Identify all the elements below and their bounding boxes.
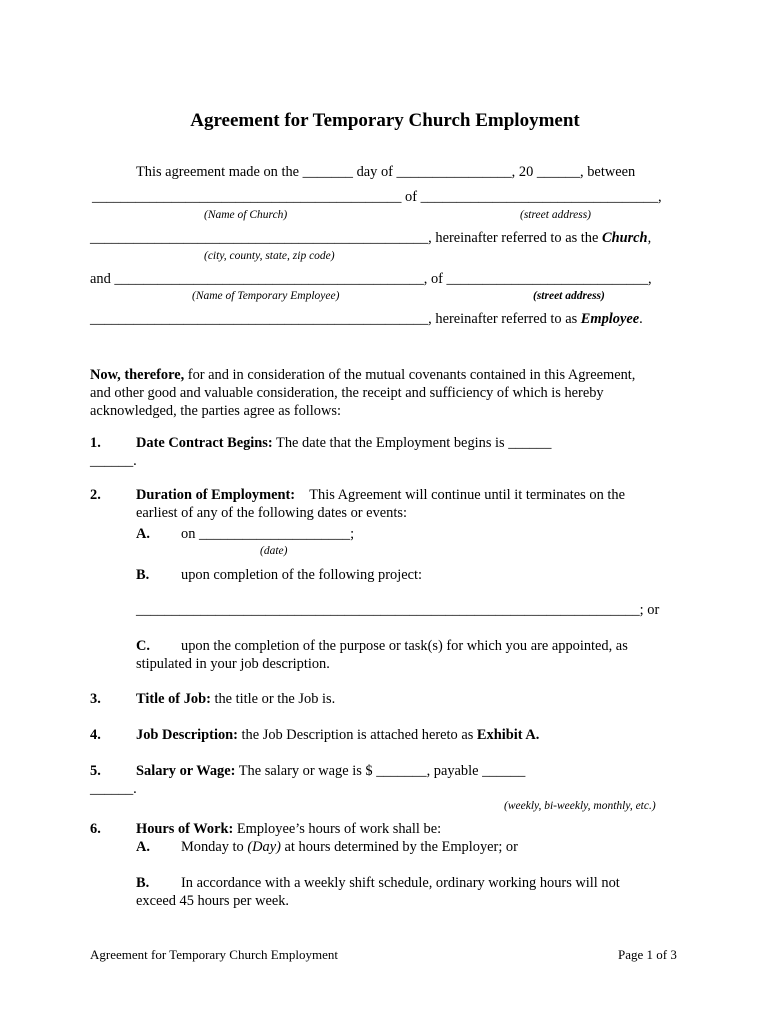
section-5-number: 5. [90, 763, 101, 779]
section-6-number: 6. [90, 821, 101, 837]
section-2-heading: Duration of Employment: [136, 487, 296, 503]
section-4-text: the Job Description is attached hereto as [237, 727, 477, 743]
section-1-number: 1. [90, 435, 101, 451]
section-6a-label: A. [136, 839, 150, 855]
section-4-exhibit: Exhibit A. [476, 727, 540, 743]
church-address-caption: (street address) [520, 209, 592, 221]
church-term: Church [601, 230, 648, 246]
section-1-heading: Date Contract Begins: [136, 435, 273, 451]
section-2b-text: upon completion of the following project: [181, 567, 422, 583]
footer-page-number: Page 1 of 3 [618, 947, 677, 962]
section-4-line [136, 726, 539, 744]
section-3-text: the title or the Job is. [210, 691, 336, 707]
section-1-continuation: ______. [90, 453, 137, 469]
section-2a-label: A. [136, 526, 150, 542]
section-5-heading: Salary or Wage: [136, 763, 236, 779]
section-6-line [136, 820, 441, 838]
section-2a-caption: (date) [260, 545, 288, 557]
church-city-line [90, 229, 651, 247]
section-2b-blank-line: ______________________________________________________________________; or [136, 602, 660, 618]
section-5-line [136, 762, 525, 780]
section-4-heading: Job Description: [136, 727, 238, 743]
section-2-line-2: earliest of any of the following dates or events: [136, 505, 407, 521]
employee-name-caption: (Name of Temporary Employee) [192, 290, 340, 302]
section-2c-line-2: stipulated in your job description. [136, 656, 330, 672]
church-city-text: _______________________________________________, hereinafter referred to as the [90, 230, 602, 246]
employee-city-text: _______________________________________________, hereinafter referred to as [90, 311, 581, 327]
employee-line: and ___________________________________________, of ____________________________, [90, 271, 652, 287]
section-6b-label: B. [136, 875, 150, 891]
section-2-line [136, 486, 625, 504]
section-1-text: The date that the Employment begins is ______ [272, 435, 552, 451]
employee-period: . [639, 311, 643, 327]
recital-line-2: and other good and valuable consideration, the receipt and sufficiency of which is hereby [90, 385, 604, 401]
section-6a-line [181, 838, 518, 856]
section-2-number: 2. [90, 487, 101, 503]
section-6a-day: (Day) [247, 839, 281, 855]
recital-line-1 [90, 366, 635, 384]
section-2b-label: B. [136, 567, 150, 583]
section-2a-text: on _____________________; [181, 526, 355, 542]
section-2c-text: upon the completion of the purpose or task(s) for which you are appointed, as [181, 638, 628, 654]
church-comma: , [647, 230, 652, 246]
section-6a-pre: Monday to [181, 839, 248, 855]
section-5-text: The salary or wage is $ _______, payable ______ [235, 763, 526, 779]
section-6b-line-2: exceed 45 hours per week. [136, 893, 290, 909]
recital-lead: Now, therefore, [90, 367, 185, 383]
section-6b-text: In accordance with a weekly shift schedule, ordinary working hours will not [181, 875, 620, 891]
section-2-text: This Agreement will continue until it terminates on the [295, 487, 625, 503]
recital-line-1-text: for and in consideration of the mutual covenants contained in this Agreement, [184, 367, 636, 383]
section-6-text: Employee’s hours of work shall be: [233, 821, 442, 837]
employee-term: Employee [580, 311, 640, 327]
employee-city-line [90, 310, 643, 328]
section-3-number: 3. [90, 691, 101, 707]
footer-title: Agreement for Temporary Church Employment [90, 947, 338, 962]
section-5-caption: (weekly, bi-weekly, monthly, etc.) [504, 800, 656, 812]
church-name-caption: (Name of Church) [204, 209, 288, 221]
recital-line-3: acknowledged, the parties agree as follows: [90, 403, 341, 419]
church-line: ___________________________________________ of _________________________________, [92, 189, 662, 205]
section-1-line [136, 434, 551, 452]
section-3-heading: Title of Job: [136, 691, 211, 707]
intro-line: This agreement made on the _______ day of ________________, 20 ______, between [136, 164, 636, 180]
section-2c-label: C. [136, 638, 150, 654]
section-3-line [136, 690, 335, 708]
section-5-continuation: ______. [90, 781, 137, 797]
section-4-number: 4. [90, 727, 101, 743]
document-title: Agreement for Temporary Church Employment [190, 110, 580, 131]
section-6a-post: at hours determined by the Employer; or [280, 839, 518, 855]
employee-address-caption: (street address) [533, 290, 605, 302]
city-caption: (city, county, state, zip code) [204, 250, 335, 262]
section-6-heading: Hours of Work: [136, 821, 234, 837]
